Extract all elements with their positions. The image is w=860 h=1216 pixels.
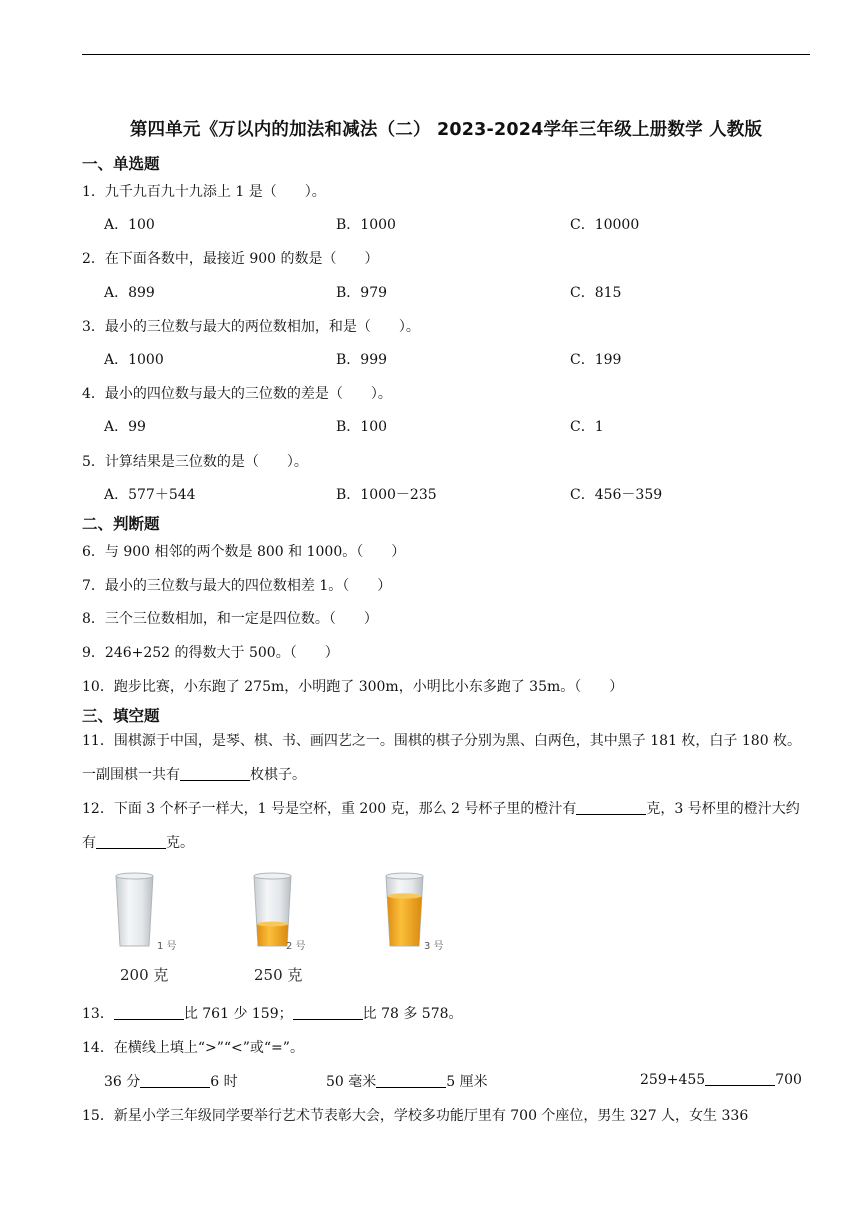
q1-option-c: C．10000	[570, 217, 640, 233]
question-4: 4．最小的四位数与最大的三位数的差是（ ）。	[82, 386, 392, 402]
q2-option-c: C．815	[570, 285, 622, 301]
q13-text-2: 比 761 少 159；	[183, 1006, 293, 1022]
q12-text-1: 12．下面 3 个杯子一样大，1 号是空杯，重 200 克，那么 2 号杯子里的橙汁有	[82, 801, 577, 817]
q11-text-2: 枚棋子。	[250, 767, 306, 783]
q14-blank-1[interactable]	[140, 1073, 210, 1088]
q4-option-c: C．1	[570, 419, 604, 435]
header-rule	[82, 54, 810, 55]
section-true-false: 二、判断题	[82, 515, 160, 533]
question-1: 1．九千九百九十九添上 1 是（ ）。	[82, 184, 326, 200]
q5-option-a: A．577＋544	[104, 487, 196, 503]
q14-item-3	[640, 1071, 802, 1088]
page-title: 第四单元《万以内的加法和减法（二） 2023-2024学年三年级上册数学 人教版	[129, 120, 763, 140]
question-11	[82, 724, 810, 792]
section-single-choice: 一、单选题	[82, 155, 160, 173]
question-8: 8．三个三位数相加，和一定是四位数。（ ）	[82, 611, 378, 627]
question-12	[82, 792, 810, 860]
q11-blank[interactable]	[180, 766, 250, 781]
q14-blank-3[interactable]	[705, 1071, 775, 1086]
q5-option-c: C．456－359	[570, 487, 663, 503]
q13-blank-2[interactable]	[293, 1005, 363, 1020]
q12-blank-1[interactable]	[576, 800, 646, 815]
q3-option-a: A．1000	[104, 352, 164, 368]
q12-text-2: 克，3 号杯里的橙汁大约有	[82, 801, 800, 851]
q14-item-2-left: 50 毫米	[326, 1074, 377, 1090]
question-3: 3．最小的三位数与最大的两位数相加，和是（ ）。	[82, 319, 420, 335]
question-5: 5．计算结果是三位数的是（ ）。	[82, 454, 308, 470]
cup-2-label: 2 号	[286, 941, 306, 952]
question-9: 9．246+252 的得数大于 500。（ ）	[82, 645, 339, 661]
cup-3-image	[382, 872, 427, 950]
question-6: 6．与 900 相邻的两个数是 800 和 1000。（ ）	[82, 544, 406, 560]
q1-option-a: A．100	[104, 217, 155, 233]
q13-text-1: 13．	[82, 1006, 114, 1022]
question-14: 14．在横线上填上“>”“<”或“=”。	[82, 1040, 304, 1056]
q1-option-b: B．1000	[336, 217, 396, 233]
question-7: 7．最小的三位数与最大的四位数相差 1。（ ）	[82, 578, 392, 594]
q11-text-1: 11．围棋源于中国，是琴、棋、书、画四艺之一。围棋的棋子分别为黑、白两色，其中黑子 181 枚，白子 180 枚。一副围棋一共有	[82, 733, 802, 783]
cup-1-weight: 200 克	[120, 966, 169, 984]
cup-1-label: 1 号	[157, 941, 177, 952]
q14-item-2	[326, 1071, 488, 1091]
cup-1-image	[112, 872, 157, 950]
q13-text-3: 比 78 多 578。	[362, 1006, 463, 1022]
q3-option-b: B．999	[336, 352, 388, 368]
question-15: 15．新星小学三年级同学要举行艺术节表彰大会，学校多功能厅里有 700 个座位，男生 327 人，女生 336	[82, 1108, 749, 1124]
question-10: 10．跑步比赛，小东跑了 275m，小明跑了 300m，小明比小东多跑了 35m。（ ）	[82, 679, 624, 695]
q14-item-1-left: 36 分	[104, 1074, 141, 1090]
q12-blank-2[interactable]	[96, 834, 166, 849]
question-13	[82, 1003, 463, 1023]
q14-item-2-right: 5 厘米	[446, 1074, 488, 1090]
q14-blank-2[interactable]	[376, 1073, 446, 1088]
q4-option-a: A．99	[104, 419, 146, 435]
q2-option-b: B．979	[336, 285, 388, 301]
q14-item-1-right: 6 时	[210, 1074, 238, 1090]
question-2: 2．在下面各数中，最接近 900 的数是（ ）	[82, 251, 379, 267]
section-fill-blank: 三、填空题	[82, 707, 160, 725]
q2-option-a: A．899	[104, 285, 155, 301]
q13-blank-1[interactable]	[114, 1005, 184, 1020]
q12-text-3: 克。	[166, 835, 194, 851]
q3-option-c: C．199	[570, 352, 622, 368]
q14-item-1	[104, 1071, 238, 1091]
q4-option-b: B．100	[336, 419, 388, 435]
q14-item-3-left: 259+455	[640, 1072, 706, 1088]
cup-2-weight: 250 克	[254, 966, 303, 984]
q14-item-3-right: 700	[775, 1072, 802, 1088]
q5-option-b: B．1000－235	[336, 487, 437, 503]
cup-3-label: 3 号	[424, 941, 444, 952]
